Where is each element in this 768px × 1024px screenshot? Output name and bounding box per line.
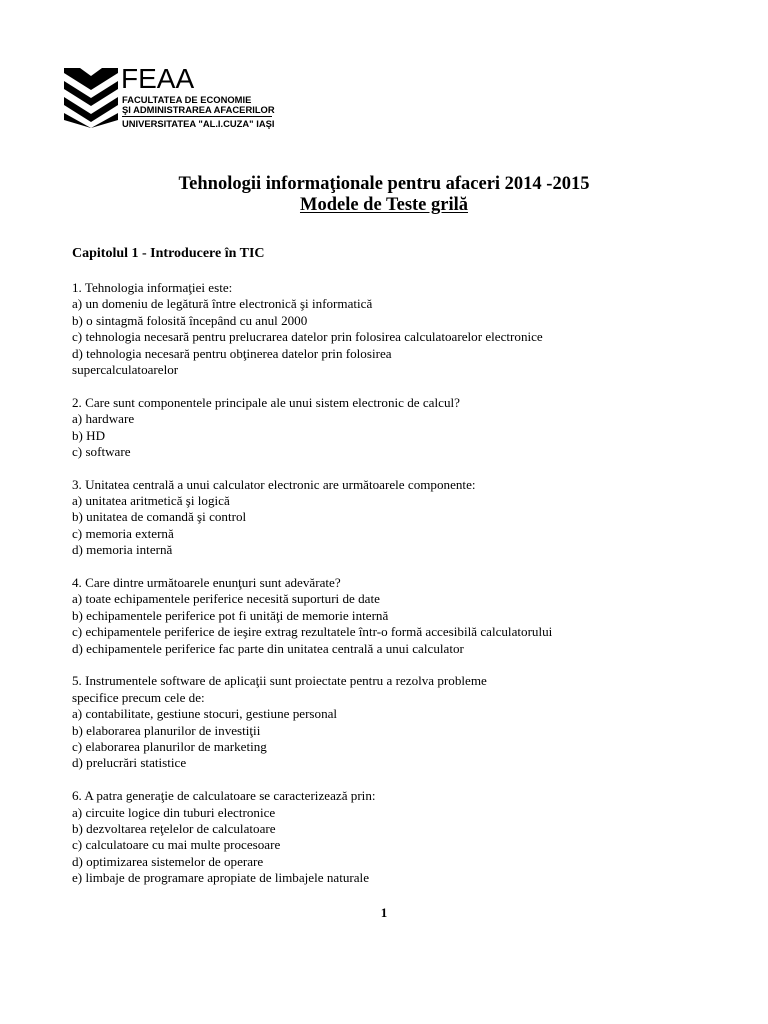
question-block	[72, 395, 712, 461]
document-subtitle: Modele de Teste grilă	[299, 195, 469, 215]
document-title: Tehnologii informaţionale pentru afaceri 2014 -2015	[178, 174, 590, 194]
chapter-heading: Capitolul 1 - Introducere în TIC	[72, 246, 265, 261]
question-line: d) tehnologia necesară pentru obţinerea datelor prin folosirea	[72, 345, 392, 361]
question-line: c) tehnologia necesară pentru prelucrarea datelor prin folosirea calculatoarelor electronice	[72, 329, 543, 345]
question-line: a) circuite logice din tuburi electronice	[72, 804, 276, 820]
question-text: 2. Care sunt componentele principale ale unui sistem electronic de calcul?	[72, 394, 460, 410]
logo-faculty-line-2: ŞI ADMINISTRAREA AFACERILOR	[122, 104, 275, 115]
question-line: c) calculatoare cu mai multe procesoare	[72, 837, 281, 853]
question-line: c) echipamentele periferice de ieşire extrag rezultatele într-o formă accesibilă calculatorului	[72, 624, 553, 640]
page-number: 1	[380, 905, 388, 920]
question-line: b) elaborarea planurilor de investiţii	[72, 722, 261, 738]
question-line: b) unitatea de comandă şi control	[72, 509, 247, 525]
question-text: 1. Tehnologia informaţiei este:	[72, 280, 233, 295]
logo-faculty-line: FACULTATEA DE ECONOMIE	[122, 94, 252, 105]
question-line: c) software	[72, 443, 131, 459]
book-stack-logo-icon	[64, 68, 118, 128]
question-line: a) un domeniu de legătură între electronică şi informatică	[72, 296, 373, 312]
question-text: 5. Instrumentele software de aplicaţii sunt proiectate pentru a rezolva probleme	[72, 673, 487, 689]
question-line: c) memoria externă	[72, 525, 174, 541]
question-line: b) o sintagmă folosită începând cu anul 2000	[72, 312, 308, 328]
question-line: a) toate echipamentele periferice necesită suporturi de date	[72, 591, 380, 607]
question-line: a) hardware	[72, 411, 135, 427]
question-line: d) memoria internă	[72, 542, 173, 558]
question-line: b) dezvoltarea reţelelor de calculatoare	[72, 820, 276, 836]
logo-divider	[122, 116, 272, 117]
question-text: 4. Care dintre următoarele enunţuri sunt adevărate?	[72, 575, 341, 591]
question-line: a) contabilitate, gestiune stocuri, gestiune personal	[72, 706, 338, 722]
question-line: specifice precum cele de:	[72, 689, 205, 705]
question-list	[72, 280, 712, 903]
question-line: e) limbaje de programare apropiate de limbajele naturale	[72, 870, 370, 886]
question-block	[72, 575, 712, 657]
question-text: 3. Unitatea centrală a unui calculator electronic are următoarele componente:	[72, 476, 476, 492]
question-line: b) echipamentele periferice pot fi unităţi de memorie internă	[72, 607, 389, 623]
feaa-logo	[64, 63, 284, 134]
question-block	[72, 280, 712, 378]
question-line: c) elaborarea planurilor de marketing	[72, 738, 267, 754]
question-line: d) prelucrări statistice	[72, 755, 187, 771]
question-line: supercalculatoarelor	[72, 361, 179, 377]
question-block	[72, 788, 712, 886]
question-block	[72, 673, 712, 771]
question-block	[72, 477, 712, 559]
question-line: d) optimizarea sistemelor de operare	[72, 853, 264, 869]
logo-name: FEAA	[121, 63, 195, 94]
question-line: a) unitatea aritmetică şi logică	[72, 493, 230, 509]
question-line: b) HD	[72, 427, 106, 443]
question-text: 6. A patra generaţie de calculatoare se caracterizează prin:	[72, 788, 376, 804]
logo-university-line: UNIVERSITATEA "AL.I.CUZA" IAŞI	[122, 118, 275, 129]
question-line: d) echipamentele periferice fac parte din unitatea centrală a unui calculator	[72, 640, 464, 656]
